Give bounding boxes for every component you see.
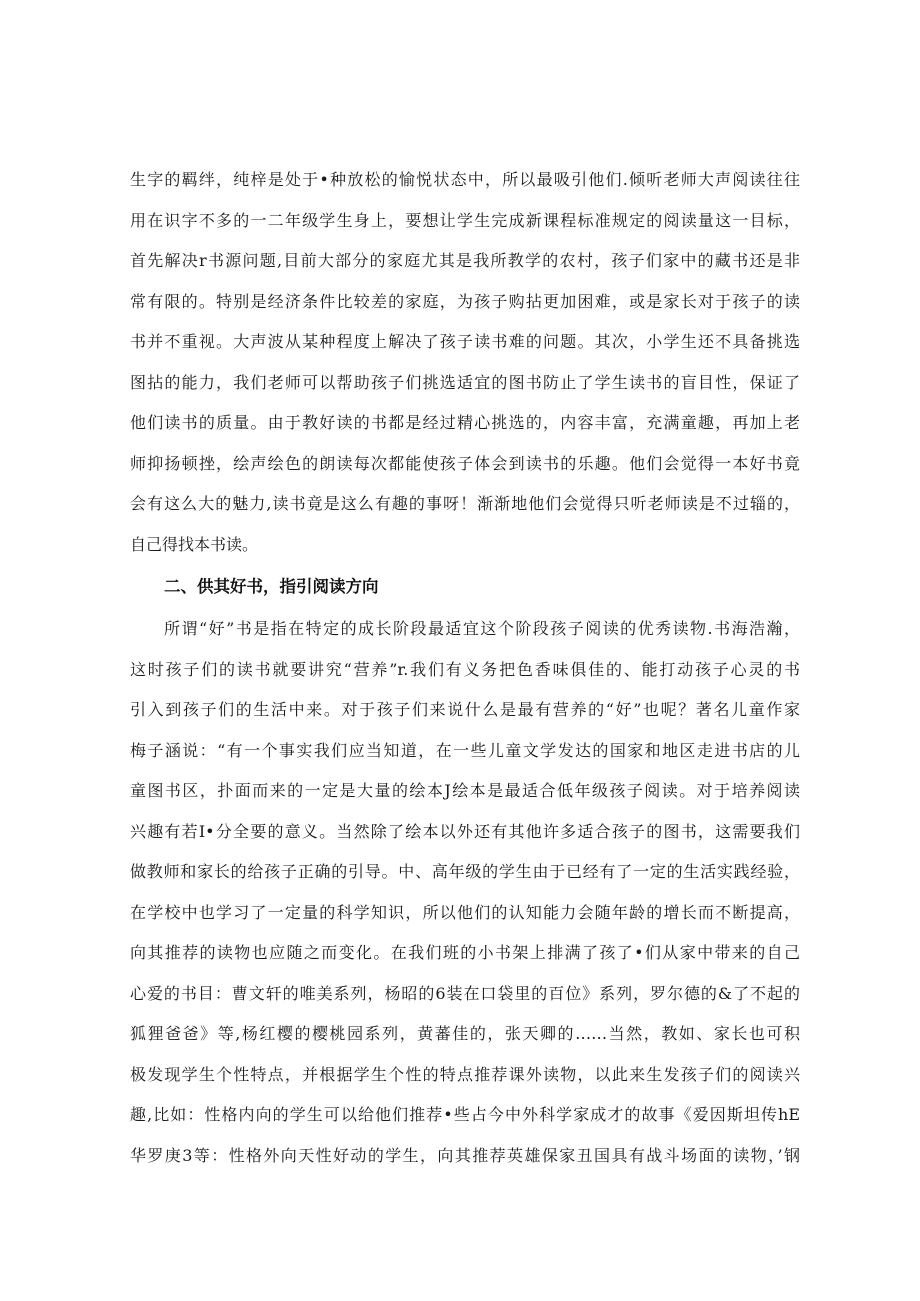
paragraph-line: 在学校中也学习了一定量的科学知识，所以他们的认知能力会随年龄的增长而不断提高，: [130, 902, 800, 922]
paragraph-line: 首先解决r书源问题,目前大部分的家庭尤其是我所教学的农村，孩子们家中的藏书还是非: [130, 251, 800, 270]
paragraph-line: 趣,比如：性格内向的学生可以给他们推荐•些占今中外科学家成才的故事《爱因斯坦传hE: [130, 1105, 800, 1124]
paragraph-line: 向其推荐的读物也应随之而变化。在我们班的小书架上排满了孩了•们从家中带来的自己: [130, 943, 800, 962]
document-body: [130, 160, 800, 1176]
section-heading: 二、供其好书，指引阅读方向: [164, 577, 379, 596]
paragraph-line: 这时孩子们的读书就要讲究“营养”r.我们有义务把色香味俱佳的、能打动孩子心灵的书: [130, 659, 800, 679]
paragraph-2: [130, 609, 800, 1176]
paragraph-line: 梅子涵说：“有一个事实我们应当知道，在一些儿童文学发达的国家和地区走进书店的儿: [130, 740, 800, 760]
paragraph-line: 常有限的。特别是经济条件比较差的家庭，为孩子购拈更加困难，或是家长对于孩子的读: [130, 291, 800, 311]
paragraph-line: 做教师和家长的给孩子正确的引导。中、高年级的学生由于已经有了一定的生活实践经验，: [130, 862, 800, 881]
paragraph-line: 生字的羁绊，纯梓是处于•种放松的愉悦状态中，所以最吸引他们.倾听老师大声阅读往往: [130, 170, 800, 189]
paragraph-line: 自己得找本书读。: [130, 534, 259, 554]
paragraph-line: 兴趣有若I•分全要的意义。当然除了绘本以外还有其他许多适合孩子的图书，这需要我们: [130, 821, 800, 841]
paragraph-line: 用在识字不多的一二年级学生身上，要想让学生完成新课程标准规定的阅读量这一目标，: [130, 210, 800, 230]
paragraph-line: 师抑扬顿挫，绘声绘色的朗读每次都能使孩子体会到读书的乐趣。他们会觉得一本好书竟: [130, 453, 800, 473]
paragraph-line: 会有这么大的魅力,读书竟是这么有趣的事呀！渐渐地他们会觉得只听老师读是不过辎的，: [130, 494, 800, 513]
paragraph-line: 童图书区，扑面而来的一定是大量的绘本J绘本是最适合低年级孩子阅读。对于培养阅读: [130, 781, 800, 800]
paragraph-line: 他们读书的质量。由于教好读的书都是经过精心挑选的，内容丰富，充满童趣，再加上老: [130, 413, 800, 432]
paragraph-line: 图拈的能力，我们老师可以帮助孩子们挑选适宜的图书防止了学生读书的盲目性，保证了: [130, 372, 800, 392]
paragraph-1: [130, 160, 800, 565]
paragraph-line: 所谓“好”书是指在特定的成长阶段最适宜这个阶段孩子阅读的优秀读物.书海浩瀚，: [164, 619, 800, 638]
paragraph-line: 引入到孩子们的生活中来。对于孩子们来说什么是最有营养的“好”也呢？著名儿童作家: [130, 700, 800, 719]
paragraph-line: 极发现学生个性特点，并根据学生个性的特点推荐课外读物，以此来生发孩子们的阅读兴: [130, 1064, 800, 1084]
paragraph-line: 书并不重视。大声波从某种程度上解决了孩子读书难的问题。其次，小学生还不具备挑选: [130, 332, 800, 351]
paragraph-line: 心爱的书目：曹文轩的唯美系列，杨昭的6装在口袋里的百位》系列，罗尔德的&了不起的: [130, 983, 800, 1003]
paragraph-line: 狐狸爸爸》等,杨红樱的樱桃园系列，黄蕃佳的，张天卿的……当然，教如、家长也可积: [130, 1024, 800, 1043]
paragraph-line: 华罗庚3等：性格外向天性好动的学生，向其推荐英雄保家丑国具有战斗场面的读物，’钢: [130, 1145, 800, 1165]
